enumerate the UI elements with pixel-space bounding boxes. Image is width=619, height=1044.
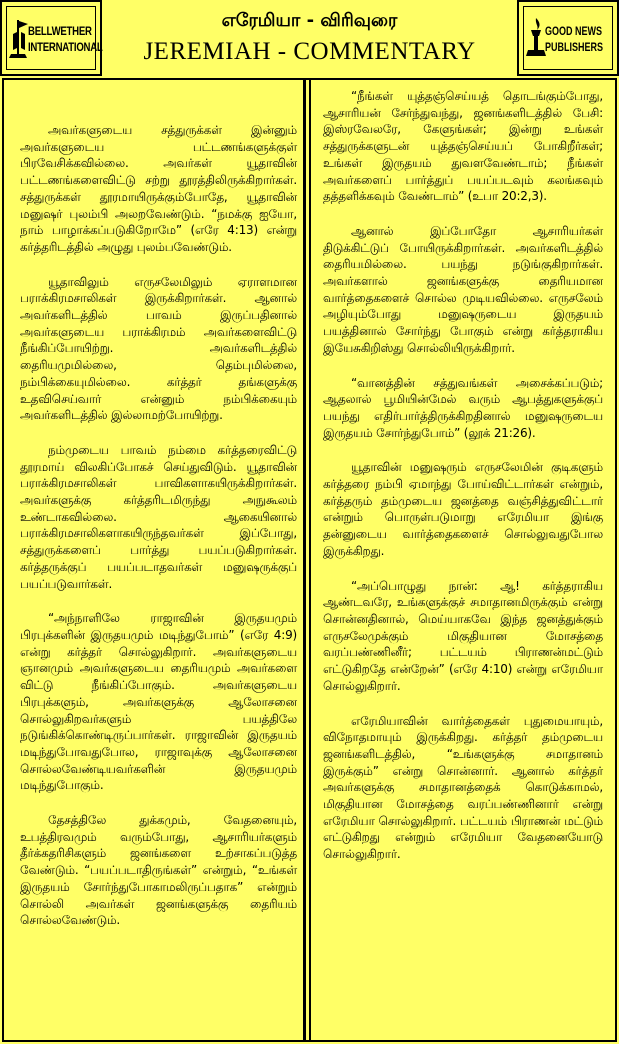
title-english: JEREMIAH - COMMENTARY bbox=[143, 38, 476, 65]
paragraph: தேசத்திலே துக்கமும், வேதனையும், உபத்திரவமும் வரும்போது, ஆசாரியர்களும் தீர்க்கதரிசிகளும் ஜனங்களை உற்சாகப்படுத்த வேண்டும். “பயப்படாதிருங்கள்” என்றும், “உங்கள் இருதயம் சோர்ந்துபோகாமலிருப்பதாக” என்றும் சொல்லி அவர்கள் ஜனங்களுக்கு தைரியம் சொல்லவேண்டும். bbox=[20, 813, 297, 928]
good-news-logo bbox=[517, 0, 619, 76]
left-column bbox=[4, 80, 306, 1040]
logo-right-line1: GOOD NEWS bbox=[545, 24, 603, 38]
paragraph: நம்முடைய பாவம் நம்மை கர்த்தரைவிட்டு தூரமாய் விலகிப்போகச் செய்துவிடும். யூதாவின் பராக்கிரமசாலிகள் பாவிகளாகயிருக்கிறார்கள். அவர்களுக்கு கர்த்தரிடமிருந்து அநுகூலம் உண்டாகவில்லை. ஆகையினால் பராக்கிரமசாலிகளாகயிருந்தவர்கள் இப்போது, சத்துருக்களைப் பார்த்து பயப்படுகிறார்கள். கர்த்தருக்குப் பயப்படாதவர்கள் மனுஷருக்குப் பயப்படுவார்கள். bbox=[20, 442, 297, 591]
paragraph: யூதாவின் மனுஷரும் எருசலேமின் குடிகளும் கர்த்தரை நம்பி ஏமாந்து போய்விட்டார்கள் என்றும், கர்த்தரும் தம்முடைய ஜனத்தை வஞ்சித்துவிட்டார் என்றும் பொருள்படுமாறு எரேமியா இங்கு தன்னுடைய வார்த்தைகளைச் சொல்லுவதுபோல இருக்கிறது. bbox=[323, 460, 603, 558]
right-column bbox=[309, 80, 611, 1040]
bellwether-logo bbox=[0, 0, 102, 76]
logo-right-line2: PUBLISHERS bbox=[545, 40, 604, 54]
flag-emblem-icon bbox=[8, 18, 30, 60]
paragraph: “அந்நாளிலே ராஜாவின் இருதயமும் பிரபுக்களின் இருதயமும் மடிந்துபோம்” (எரே 4:9) என்று கர்த்தர் சொல்லுகிறார். அவர்களுடைய ஞானமும் அவர்களுடைய தைரியமும் அவர்களை விட்டு நீங்கிப்போகும். அவர்களுடைய பிரபுக்களும், அவர்களுக்கு ஆலோசனை சொல்லுகிறவர்களும் பயத்திலே நடுங்கிக்கொண்டிருப்பார்கள். ராஜாவின் இருதயம் மடிந்துபோவதுபோல, ராஜாவுக்கு ஆலோசனை சொல்லவேண்டியவர்களின் இருதயமும் மடிந்துபோகும். bbox=[20, 611, 297, 793]
paragraph: “நீங்கள் யுத்தஞ்செய்யத் தொடங்கும்போது, ஆசாரியன் சேர்ந்துவந்து, ஜனங்களிடத்தில் பேசி: இஸ்ரவேலரே, கேளுங்கள்; இன்று உங்கள் சத்துருக்களுடன் யுத்தஞ்செய்யப் போகிறீர்கள்; உங்கள் இருதயம் துவளவேண்டாம்; நீங்கள் அவர்களைப் பார்த்துப் பயப்படவும் கலங்கவும் தத்தளிக்கவும் வேண்டாம்” (உபா 20:2,3). bbox=[323, 89, 603, 204]
logo-left-line2: INTERNATIONAL bbox=[28, 40, 103, 54]
paragraph: அவர்களுடைய சத்துருக்கள் இன்னும் அவர்களுடைய பட்டணங்களுக்குள் பிரவேசிக்கவில்லை. அவர்கள் யூதாவின் பட்டணங்களைவிட்டு சற்று தூரத்திலிருக்கிறார்கள். சத்துருக்கள் தூரமாயிருக்கும்போதே, யூதாவின் மனுஷர் புலம்பி அலறவேண்டும். “நமக்கு ஐயோ, நாம் பாழாக்கப்படுகிறோமே” (எரே 4:13) என்று கர்த்தரிடத்தில் அழுது புலம்பவேண்டும். bbox=[20, 123, 297, 254]
paragraph: “அப்பொழுது நான்: ஆ! கர்த்தராகிய ஆண்டவரே, உங்களுக்குச் சமாதானமிருக்கும் என்று சொன்னதினால், மெய்யாகவே இந்த ஜனத்துக்கும் எருசலேமுக்கும் மிகுதியான மோசத்தை வரப்பண்ணினீர்; பட்டயம் பிராணன்மட்டும் எட்டுகிறதே என்றேன்” (எரே 4:10) என்று எரேமியா சொல்லுகிறார். bbox=[323, 578, 603, 693]
logo-left-line1: BELLWETHER bbox=[28, 24, 92, 38]
torch-emblem-icon bbox=[525, 16, 547, 58]
paragraph: எரேமியாவின் வார்த்தைகள் புதுமையாயும், விநோதமாயும் இருக்கிறது. கர்த்தர் தம்முடைய ஜனங்களிடத்தில், “உங்களுக்கு சமாதானம் இருக்கும்” என்று சொன்னார். ஆனால் கர்த்தர் அவர்களுக்கு சமாதானத்தைக் கொடுக்காமல், மிகுதியான மோசத்தை வரப்பண்ணினார் என்று எரேமியா சொல்லுகிறார். பட்டயம் பிராணன் மட்டும் எட்டுகிறது என்றும் எரேமியா வேதனையோடு சொல்லுகிறார். bbox=[323, 713, 603, 862]
paragraph: ஆனால் இப்போதோ ஆசாரியர்கள் திடுக்கிட்டுப் போயிருக்கிறார்கள். அவர்களிடத்தில் தைரியமில்லை. பயந்து நடுங்குகிறார்கள். அவர்களால் ஜனங்களுக்கு தைரியமான வார்த்தைகளைச் சொல்ல முடியவில்லை. எருசலேம் அழியும்போது மனுஷருடைய இருதயம் பயத்தினால் சோர்ந்து போகும் என்று கர்த்தராகிய இயேசுகிறிஸ்து சொல்லியிருக்கிறார். bbox=[323, 223, 603, 355]
paragraph: “வானத்தின் சத்துவங்கள் அசைக்கப்படும்; ஆதலால் பூமியின்மேல் வரும் ஆபத்துகளுக்குப் பயந்து எதிர்பார்த்திருக்கிறதினால் மனுஷருடைய இருதயம் சோர்ந்துபோம்” (லூக் 21:26). bbox=[323, 375, 603, 440]
page-header bbox=[0, 0, 619, 78]
title-block bbox=[102, 0, 517, 76]
paragraph: யூதாவிலும் எருசலேமிலும் ஏராளமான பராக்கிரமசாலிகள் இருக்கிறார்கள். ஆனால் அவர்களிடத்தில் பாவம் இருப்பதினால் அவர்களுடைய பராக்கிரமம் அவர்களைவிட்டு நீங்கிப்போயிற்று. அவர்களிடத்தில் தைரியமுமில்லை, தெம்புமில்லை, நம்பிக்கையுமில்லை. கர்த்தர் தங்களுக்கு உதவிசெய்வார் என்னும் நம்பிக்கையும் அவர்களிடத்தில் இல்லாமற்போயிற்று. bbox=[20, 274, 297, 423]
title-tamil: எரேமியா - விரிவுரை bbox=[221, 10, 398, 31]
